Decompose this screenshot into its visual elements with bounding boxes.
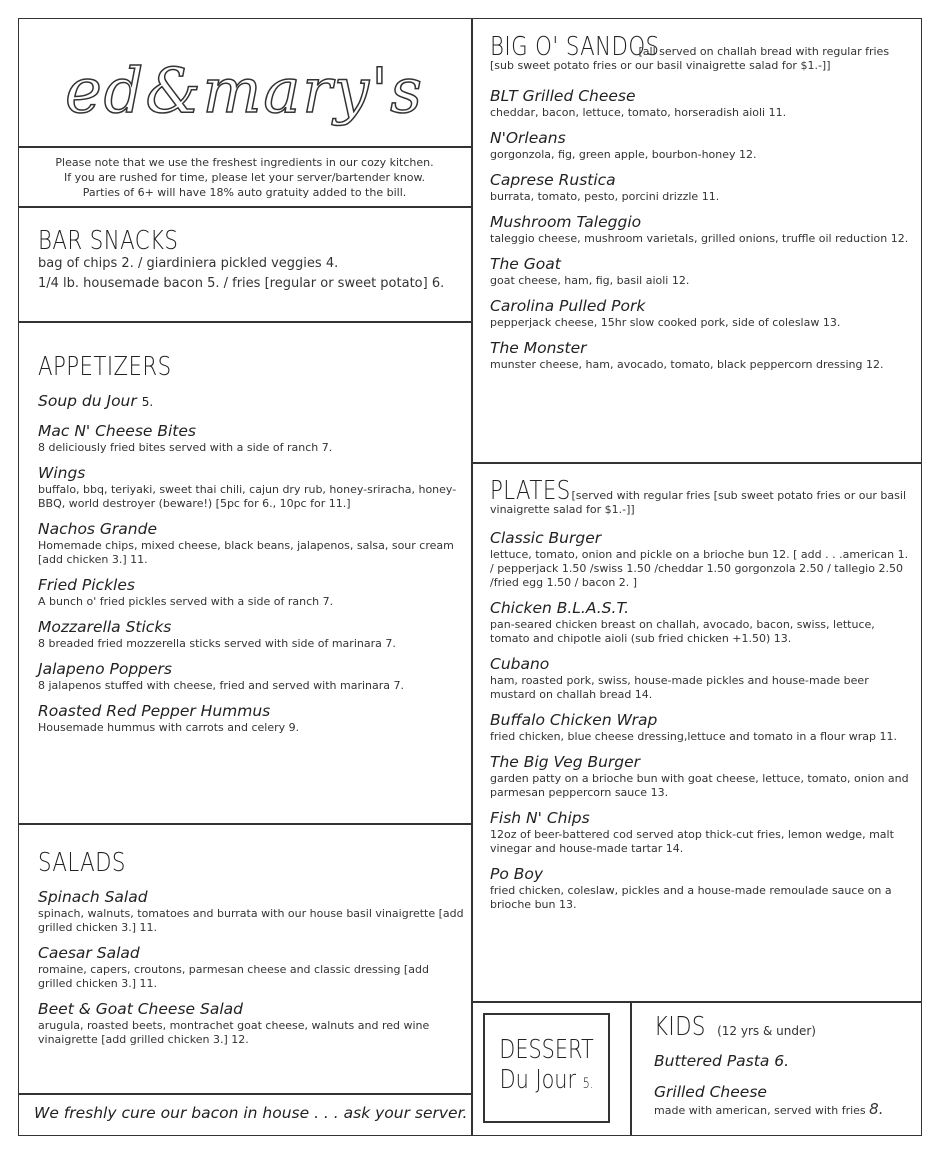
notice-line: Parties of 6+ will have 18% auto gratuity added to the bill. xyxy=(82,186,407,199)
divider-salads xyxy=(18,1093,471,1095)
divider-plates xyxy=(471,1001,922,1003)
menu-item-desc: arugula, roasted beets, montrachet goat cheese, walnuts and red wine vinaigrette [add grilled chicken 3.] 12. xyxy=(38,1019,430,1046)
menu-item-name xyxy=(654,1052,916,1071)
menu-item-name: Fish N' Chips xyxy=(490,809,590,827)
menu-item-name: Caesar Salad xyxy=(38,944,140,962)
menu-item-name: Roasted Red Pepper Hummus xyxy=(38,702,271,720)
menu-item-name: Caprese Rustica xyxy=(490,171,616,189)
logo xyxy=(18,36,471,146)
menu-item-desc: romaine, capers, croutons, parmesan cheese and classic dressing [add grilled chicken 3.] 11. xyxy=(38,963,429,990)
menu-item-desc: burrata, tomato, pesto, porcini drizzle 11. xyxy=(490,190,720,203)
menu-item-name: Fried Pickles xyxy=(38,576,135,594)
soup-price: 5. xyxy=(141,395,154,409)
dessert-price: 5. xyxy=(582,1076,594,1092)
menu-item-desc: munster cheese, ham, avocado, tomato, black peppercorn dressing 12. xyxy=(490,358,884,371)
soup-name: Soup du Jour xyxy=(38,392,137,410)
menu-item-name: Jalapeno Poppers xyxy=(38,660,172,678)
dessert-line1: DESSERT xyxy=(499,1035,594,1065)
salads-section xyxy=(38,848,466,1047)
menu-item-desc: 12oz of beer-battered cod served atop thick-cut fries, lemon wedge, malt vinegar and house-made tartar 14. xyxy=(490,828,894,855)
snacks-line: 1/4 lb. housemade bacon 5. / fries [regular or sweet potato] 6. xyxy=(38,276,445,291)
menu-item-desc: A bunch o' fried pickles served with a side of ranch 7. xyxy=(38,595,334,608)
kids-note: (12 yrs & under) xyxy=(717,1024,816,1038)
bacon-footer: We freshly cure our bacon in house . . . ask your server. xyxy=(34,1104,468,1122)
menu-item-name xyxy=(38,392,466,412)
menu-item-name: Po Boy xyxy=(490,865,544,883)
menu-item-name: The Goat xyxy=(490,255,561,273)
sandos-note: [all served on challah bread with regular fries [sub sweet potato fries or our basil vinaigrette salad for $1.-]] xyxy=(490,45,890,72)
menu-item-desc: 8 jalapenos stuffed with cheese, fried and served with marinara 7. xyxy=(38,679,404,692)
menu-item-name: Classic Burger xyxy=(490,529,602,547)
menu-item-name: Wings xyxy=(38,464,86,482)
kids-cheese-desc: made with american, served with fries xyxy=(654,1104,866,1117)
divider-snacks xyxy=(18,321,471,323)
menu-item-name: Mushroom Taleggio xyxy=(490,213,642,231)
snacks-line: bag of chips 2. / giardiniera pickled veggies 4. xyxy=(38,256,339,271)
salad-list xyxy=(38,888,466,1047)
menu-item-desc: taleggio cheese, mushroom varietals, grilled onions, truffle oil reduction 12. xyxy=(490,232,909,245)
logo-text: ed&mary's xyxy=(65,54,424,127)
bar-snacks-section xyxy=(38,226,468,294)
menu-item-name: Chicken B.L.A.S.T. xyxy=(490,599,630,617)
kids-cheese-name: Grilled Cheese xyxy=(654,1083,767,1101)
section-title: KIDS xyxy=(654,1012,706,1042)
plates-list xyxy=(490,529,910,912)
menu-item-name: The Monster xyxy=(490,339,587,357)
menu-item-name: Beet & Goat Cheese Salad xyxy=(38,1000,243,1018)
menu-item-desc: 8 breaded fried mozzerella sticks served with side of marinara 7. xyxy=(38,637,396,650)
column-divider xyxy=(471,18,473,1136)
menu-item-desc: lettuce, tomato, onion and pickle on a brioche bun 12. [ add . . .american 1. / pepperjack 1.50 /swiss 1.50 /cheddar 1.50 gorgonzola 2.50 / tallegio 2.50 /fried egg 1.50 / bacon 2. ] xyxy=(490,548,909,589)
menu-item-name: Carolina Pulled Pork xyxy=(490,297,646,315)
menu-item-desc: gorgonzola, fig, green apple, bourbon-honey 12. xyxy=(490,148,757,161)
kids-cheese-price: 8. xyxy=(869,1100,884,1118)
menu-item-desc: buffalo, bbq, teriyaki, sweet thai chili, cajun dry rub, honey-sriracha, honey-BBQ, world destroyer (beware!) [5pc for 6., 10pc for 11.] xyxy=(38,483,457,510)
menu-item-desc: Housemade hummus with carrots and celery 9. xyxy=(38,721,300,734)
menu-item-desc: fried chicken, blue cheese dressing,lettuce and tomato in a flour wrap 11. xyxy=(490,730,897,743)
menu-item-name: The Big Veg Burger xyxy=(490,753,641,771)
menu-item-desc: spinach, walnuts, tomatoes and burrata with our house basil vinaigrette [add grilled chicken 3.] 11. xyxy=(38,907,464,934)
menu-item-desc: Homemade chips, mixed cheese, black beans, jalapenos, salsa, sour cream [add chicken 3.] 11. xyxy=(38,539,454,566)
menu-item-name: Spinach Salad xyxy=(38,888,148,906)
kids-pasta-price: 6. xyxy=(774,1052,790,1070)
menu-item-desc: pan-seared chicken breast on challah, avocado, bacon, swiss, lettuce, tomato and chipotle aioli (sub fried chicken +1.50) 13. xyxy=(490,618,875,645)
dessert-line2 xyxy=(497,1065,595,1095)
menu-item-desc: ham, roasted pork, swiss, house-made pickles and house-made beer mustard on challah bread 14. xyxy=(490,674,869,701)
dessert-box xyxy=(483,1013,610,1123)
appetizer-list xyxy=(38,422,466,735)
menu-item-name: N'Orleans xyxy=(490,129,566,147)
kids-section xyxy=(654,1012,916,1118)
menu-item-name: Nachos Grande xyxy=(38,520,158,538)
divider-notice xyxy=(18,206,471,208)
menu-item-name: Mac N' Cheese Bites xyxy=(38,422,196,440)
menu-item-name: Cubano xyxy=(490,655,550,673)
section-title: BIG O' SANDOS xyxy=(490,32,660,62)
menu-item-name: Mozzarella Sticks xyxy=(38,618,172,636)
notice-line: Please note that we use the freshest ingredients in our cozy kitchen. xyxy=(55,156,434,169)
section-title: BAR SNACKS xyxy=(38,226,179,256)
menu-item-desc: goat cheese, ham, fig, basil aioli 12. xyxy=(490,274,690,287)
divider-appetizers xyxy=(18,823,471,825)
divider-sandos xyxy=(471,462,922,464)
section-title: SALADS xyxy=(38,848,126,878)
kids-pasta-name: Buttered Pasta xyxy=(654,1052,770,1070)
dessert-label: Du Jour xyxy=(499,1065,577,1095)
menu-item-desc: pepperjack cheese, 15hr slow cooked pork, side of coleslaw 13. xyxy=(490,316,841,329)
menu-item-name: Buffalo Chicken Wrap xyxy=(490,711,658,729)
menu-item-desc: garden patty on a brioche bun with goat cheese, lettuce, tomato, onion and parmesan peppercorn sauce 13. xyxy=(490,772,909,799)
section-title: APPETIZERS xyxy=(38,352,172,382)
menu-item-desc: cheddar, bacon, lettuce, tomato, horseradish aioli 11. xyxy=(490,106,787,119)
divider-dessert-kids xyxy=(630,1001,632,1136)
menu-item-desc: fried chicken, coleslaw, pickles and a house-made remoulade sauce on a brioche bun 13. xyxy=(490,884,892,911)
appetizers-section xyxy=(38,352,466,735)
menu-item-name: BLT Grilled Cheese xyxy=(490,87,636,105)
menu-item-desc: 8 deliciously fried bites served with a side of ranch 7. xyxy=(38,441,333,454)
divider-logo xyxy=(18,146,471,148)
section-title: PLATES xyxy=(490,476,571,506)
plates-section xyxy=(490,476,910,912)
notice-line: If you are rushed for time, please let your server/bartender know. xyxy=(63,171,426,184)
plates-note: [served with regular fries [sub sweet potato fries or our basil vinaigrette salad for $1.-]] xyxy=(490,489,907,516)
sandos-section xyxy=(490,32,910,372)
sandos-list xyxy=(490,87,910,372)
notice xyxy=(18,155,471,200)
